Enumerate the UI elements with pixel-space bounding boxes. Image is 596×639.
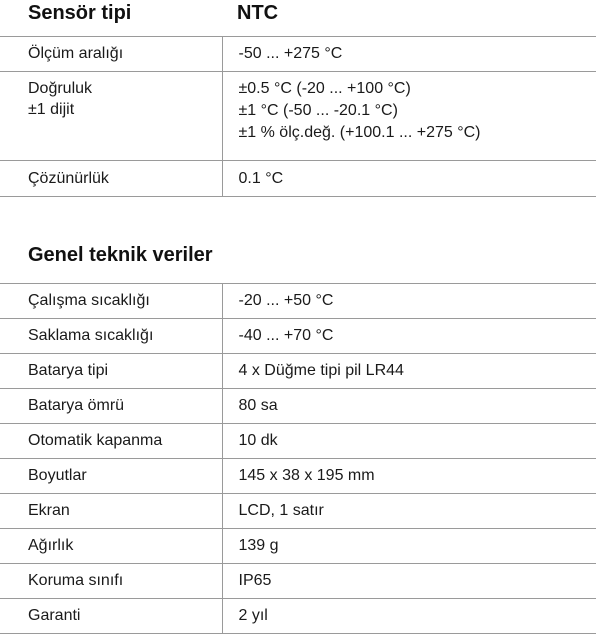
row-label: Garanti	[0, 599, 222, 634]
row-value	[222, 72, 596, 161]
row-value: -20 ... +50 °C	[222, 284, 596, 319]
row-value: -50 ... +275 °C	[222, 37, 596, 72]
sensor-header-label: Sensör tipi	[28, 2, 132, 24]
row-value: 0.1 °C	[222, 161, 596, 197]
row-value: 2 yıl	[222, 599, 596, 634]
row-label-line: ±1 dijit	[28, 101, 75, 118]
table-row	[0, 424, 596, 459]
row-value: 139 g	[222, 529, 596, 564]
row-value: 4 x Düğme tipi pil LR44	[222, 354, 596, 389]
row-value-line: ±1 % ölç.değ. (+100.1 ... +275 °C)	[238, 124, 481, 141]
row-value: 145 x 38 x 195 mm	[222, 459, 596, 494]
table-row	[0, 389, 596, 424]
row-value: -40 ... +70 °C	[222, 319, 596, 354]
table-row	[0, 37, 596, 72]
sensor-table	[0, 36, 596, 197]
row-label: Çalışma sıcaklığı	[0, 284, 222, 319]
row-value-line: ±0.5 °C (-20 ... +100 °C)	[238, 80, 411, 97]
sensor-header	[0, 0, 596, 36]
table-row	[0, 284, 596, 319]
row-label	[0, 72, 222, 161]
table-row	[0, 564, 596, 599]
table-row	[0, 72, 596, 161]
general-table	[0, 283, 596, 634]
table-row	[0, 161, 596, 197]
row-label: Koruma sınıfı	[0, 564, 222, 599]
table-row	[0, 354, 596, 389]
table-row	[0, 599, 596, 634]
row-value-line: ±1 °C (-50 ... -20.1 °C)	[238, 102, 398, 119]
table-row	[0, 459, 596, 494]
row-label-line: Doğruluk	[28, 80, 93, 97]
row-label: Otomatik kapanma	[0, 424, 222, 459]
row-value: IP65	[222, 564, 596, 599]
table-row	[0, 529, 596, 564]
sensor-header-value: NTC	[237, 2, 279, 24]
row-label: Ekran	[0, 494, 222, 529]
row-value: 80 sa	[222, 389, 596, 424]
row-value: 10 dk	[222, 424, 596, 459]
row-label: Saklama sıcaklığı	[0, 319, 222, 354]
row-label: Çözünürlük	[0, 161, 222, 197]
row-label: Ölçüm aralığı	[0, 37, 222, 72]
general-title: Genel teknik veriler	[28, 244, 213, 266]
row-value: LCD, 1 satır	[222, 494, 596, 529]
row-label: Batarya tipi	[0, 354, 222, 389]
table-row	[0, 319, 596, 354]
row-label: Ağırlık	[0, 529, 222, 564]
table-row	[0, 494, 596, 529]
row-label: Batarya ömrü	[0, 389, 222, 424]
row-label: Boyutlar	[0, 459, 222, 494]
